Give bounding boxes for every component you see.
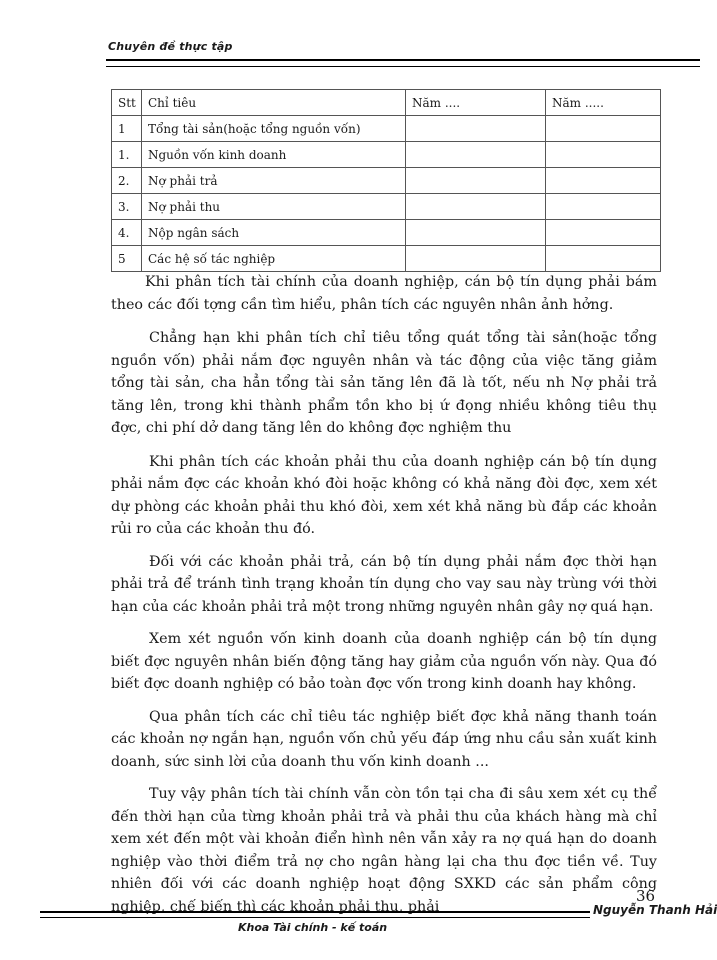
paragraph: Qua phân tích các chỉ tiêu tác nghiệp biết đợc khả năng thanh toán các khoản nợ ngắn hạn, nguồn vốn chủ yếu đáp ứng nhu cầu sản xuất kinh doanh, sức sinh lời của doanh thu vốn kinh doanh ...	[111, 708, 657, 770]
cell-year-1	[406, 142, 546, 168]
footer-rule	[40, 911, 590, 918]
cell-stt: 2.	[112, 168, 142, 194]
header-year-2: Năm .....	[546, 90, 661, 116]
cell-stt: 4.	[112, 220, 142, 246]
table-row	[112, 142, 661, 168]
cell-year-1	[406, 116, 546, 142]
cell-year-1	[406, 246, 546, 272]
paragraph: Đối với các khoản phải trả, cán bộ tín dụng phải nắm đợc thời hạn phải trả để tránh tình trạng khoản tín dụng cho vay sau này trùng với thời hạn của các khoản phải trả một trong những nguyên nhân gây nợ quá hạn.	[111, 553, 657, 615]
cell-year-2	[546, 142, 661, 168]
table-row	[112, 168, 661, 194]
cell-year-1	[406, 220, 546, 246]
header-stt: Stt	[112, 90, 142, 116]
footer-author: Nguyễn Thanh Hải	[593, 903, 717, 917]
cell-stt: 3.	[112, 194, 142, 220]
cell-year-2	[546, 168, 661, 194]
table-header-row	[112, 90, 661, 116]
paragraph: Chẳng hạn khi phân tích chỉ tiêu tổng quát tổng tài sản(hoặc tổng nguồn vốn) phải nắm đợc nguyên nhân và tác động của việc tăng giảm tổng tài sản, cha hẳn tổng tài sản tăng lên đã là tốt, nếu nh Nợ phải trả tăng lên, trong khi thành phẩm tồn kho bị ứ đọng nhiều không tiêu thụ đợc, chi phí dở dang tăng lên do không đợc nghiệm thu	[111, 330, 657, 436]
cell-indicator: Nợ phải trả	[142, 168, 406, 194]
body-text	[111, 271, 657, 928]
header-rule	[106, 59, 700, 67]
cell-year-1	[406, 168, 546, 194]
paragraph: Khi phân tích tài chính của doanh nghiệp, cán bộ tín dụng phải bám theo các đối tợng cần tìm hiểu, phân tích các nguyên nhân ảnh hởng.	[111, 274, 657, 313]
paragraph: Khi phân tích các khoản phải thu của doanh nghiệp cán bộ tín dụng phải nắm đợc các khoản khó đòi hoặc không có khả năng đòi đợc, xem xét dự phòng các khoản phải thu khó đòi, xem xét khả năng bù đắp các khoản rủi ro của các khoản thu đó.	[111, 453, 657, 537]
cell-year-2	[546, 246, 661, 272]
cell-year-1	[406, 194, 546, 220]
cell-stt: 5	[112, 246, 142, 272]
cell-indicator: Các hệ số tác nghiệp	[142, 246, 406, 272]
table-row	[112, 220, 661, 246]
header-title: Chuyên đề thực tập	[108, 40, 233, 53]
table-row	[112, 246, 661, 272]
indicators-table	[111, 89, 661, 272]
cell-year-2	[546, 116, 661, 142]
page-number: 36	[636, 887, 656, 905]
footer-department: Khoa Tài chính - kế toán	[238, 921, 388, 934]
cell-year-2	[546, 220, 661, 246]
cell-indicator: Nợ phải thu	[142, 194, 406, 220]
cell-year-2	[546, 194, 661, 220]
paragraph: Xem xét nguồn vốn kinh doanh của doanh nghiệp cán bộ tín dụng biết đợc nguyên nhân biến động tăng hay giảm của nguồn vốn này. Qua đó biết đợc doanh nghiệp có bảo toàn đợc vốn trong kinh doanh hay không.	[111, 631, 657, 692]
cell-indicator: Nguồn vốn kinh doanh	[142, 142, 406, 168]
paragraph: Tuy vậy phân tích tài chính vẫn còn tồn tại cha đi sâu xem xét cụ thể đến thời hạn của từng khoản phải trả và phải thu của khách hàng mà chỉ xem xét đến một vài khoản điển hình nên vẫn xảy ra nợ quá hạn do doanh nghiệp vào thời điểm trả nợ cho ngân hàng lại cha thu đợc tiền về. Tuy nhiên đối với các doanh nghiệp hoạt động SXKD các sản phẩm công nghiệp, chế biến thì các khoản phải thu, phải	[111, 786, 657, 915]
cell-stt: 1.	[112, 142, 142, 168]
table-row	[112, 194, 661, 220]
cell-indicator: Tổng tài sản(hoặc tổng nguồn vốn)	[142, 116, 406, 142]
cell-indicator: Nộp ngân sách	[142, 220, 406, 246]
table-row	[112, 116, 661, 142]
header-year-1: Năm ....	[406, 90, 546, 116]
cell-stt: 1	[112, 116, 142, 142]
header-indicator: Chỉ tiêu	[142, 90, 406, 116]
